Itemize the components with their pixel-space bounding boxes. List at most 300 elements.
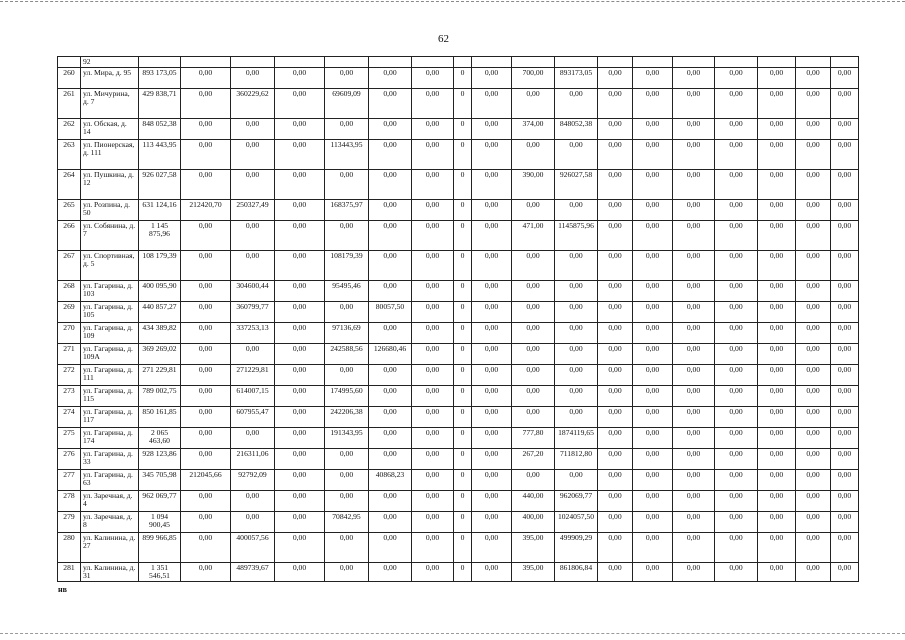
cell-value: 0,00 bbox=[598, 88, 633, 118]
cell-value: 0,00 bbox=[758, 220, 796, 250]
table-row bbox=[58, 511, 859, 532]
cell-value: 0,00 bbox=[598, 220, 633, 250]
cell-value: 0,00 bbox=[412, 427, 454, 448]
cell-value: 0,00 bbox=[412, 511, 454, 532]
cell-value: 0,00 bbox=[598, 385, 633, 406]
cell-value: 1145875,96 bbox=[555, 220, 598, 250]
cell-value: 0,00 bbox=[512, 301, 555, 322]
cell-value: 0,00 bbox=[472, 280, 512, 301]
cell-value: 0,00 bbox=[831, 280, 859, 301]
cell-row-number: 281 bbox=[58, 562, 81, 581]
cell-value: 0,00 bbox=[275, 406, 325, 427]
cell-row-number: 270 bbox=[58, 322, 81, 343]
cell-value: 92792,09 bbox=[231, 469, 275, 490]
cell-value: 0,00 bbox=[831, 250, 859, 280]
cell-value: 0,00 bbox=[796, 118, 831, 139]
cell-value: 0,00 bbox=[715, 250, 758, 280]
cell-value bbox=[715, 57, 758, 68]
cell-value: 0,00 bbox=[796, 511, 831, 532]
cell-value: 0,00 bbox=[831, 469, 859, 490]
cell-address: ул. Заречная, д. 8 bbox=[81, 511, 139, 532]
cell-value: 0,00 bbox=[758, 301, 796, 322]
cell-value: 0,00 bbox=[633, 532, 673, 562]
cell-value: 0,00 bbox=[472, 301, 512, 322]
cell-value: 40868,23 bbox=[369, 469, 412, 490]
cell-total-amount: 962 069,77 bbox=[139, 490, 181, 511]
cell-value: 0,00 bbox=[796, 343, 831, 364]
cell-row-number: 265 bbox=[58, 199, 81, 220]
cell-value: 0,00 bbox=[673, 562, 715, 581]
cell-value: 191343,95 bbox=[325, 427, 369, 448]
cell-value: 0,00 bbox=[673, 364, 715, 385]
cell-value: 0,00 bbox=[369, 532, 412, 562]
cell-value: 267,20 bbox=[512, 448, 555, 469]
cell-value bbox=[555, 57, 598, 68]
cell-value: 0,00 bbox=[412, 469, 454, 490]
cell-value: 0,00 bbox=[673, 406, 715, 427]
cell-value: 0,00 bbox=[598, 532, 633, 562]
cell-value: 0,00 bbox=[831, 364, 859, 385]
cell-value: 848052,38 bbox=[555, 118, 598, 139]
cell-value: 69609,09 bbox=[325, 88, 369, 118]
cell-value: 0,00 bbox=[831, 301, 859, 322]
cell-value: 0,00 bbox=[181, 490, 231, 511]
cell-address: ул. Гагарина, д. 105 bbox=[81, 301, 139, 322]
cell-value: 0,00 bbox=[369, 562, 412, 581]
cell-value: 0,00 bbox=[555, 343, 598, 364]
cell-value bbox=[231, 57, 275, 68]
cell-value: 489739,67 bbox=[231, 562, 275, 581]
cell-value: 0,00 bbox=[275, 220, 325, 250]
cell-value bbox=[758, 57, 796, 68]
cell-value: 0,00 bbox=[633, 511, 673, 532]
cell-address: 92 bbox=[81, 57, 139, 68]
cell-value: 0,00 bbox=[715, 280, 758, 301]
cell-value: 0,00 bbox=[472, 118, 512, 139]
cell-value: 0,00 bbox=[598, 448, 633, 469]
cell-value: 0,00 bbox=[598, 406, 633, 427]
cell-value: 614007,15 bbox=[231, 385, 275, 406]
cell-value: 0,00 bbox=[831, 67, 859, 88]
cell-value: 0,00 bbox=[598, 67, 633, 88]
continuation-row bbox=[58, 57, 859, 68]
cell-value: 0,00 bbox=[715, 562, 758, 581]
cell-value: 0,00 bbox=[369, 427, 412, 448]
cell-value: 0,00 bbox=[181, 88, 231, 118]
cell-value: 0,00 bbox=[831, 139, 859, 169]
cell-value: 0,00 bbox=[275, 448, 325, 469]
cell-value: 0,00 bbox=[715, 490, 758, 511]
cell-value: 0,00 bbox=[412, 406, 454, 427]
cell-value: 0,00 bbox=[758, 139, 796, 169]
cell-value bbox=[598, 57, 633, 68]
cell-value: 1874119,65 bbox=[555, 427, 598, 448]
cell-value: 0,00 bbox=[181, 364, 231, 385]
cell-value: 607955,47 bbox=[231, 406, 275, 427]
cell-total-amount: 1 145 875,96 bbox=[139, 220, 181, 250]
cell-value: 0,00 bbox=[758, 448, 796, 469]
cell-value: 360229,62 bbox=[231, 88, 275, 118]
cell-value: 0,00 bbox=[181, 250, 231, 280]
cell-value: 0 bbox=[454, 385, 472, 406]
cell-value: 216311,06 bbox=[231, 448, 275, 469]
cell-value: 0,00 bbox=[831, 427, 859, 448]
cell-value: 0,00 bbox=[673, 511, 715, 532]
cell-total-amount: 928 123,86 bbox=[139, 448, 181, 469]
cell-address: ул. Гагарина, д. 63 bbox=[81, 469, 139, 490]
cell-value: 0,00 bbox=[758, 511, 796, 532]
cell-total-amount: 848 052,38 bbox=[139, 118, 181, 139]
cell-total-amount: 271 229,81 bbox=[139, 364, 181, 385]
cell-value: 0,00 bbox=[181, 511, 231, 532]
cell-value bbox=[796, 57, 831, 68]
cell-row-number: 272 bbox=[58, 364, 81, 385]
cell-value: 0,00 bbox=[673, 139, 715, 169]
cell-value: 499909,29 bbox=[555, 532, 598, 562]
cell-value: 0,00 bbox=[673, 67, 715, 88]
cell-value: 0,00 bbox=[275, 343, 325, 364]
cell-value: 0,00 bbox=[275, 490, 325, 511]
cell-value: 0,00 bbox=[369, 385, 412, 406]
cell-value: 108179,39 bbox=[325, 250, 369, 280]
cell-value: 0 bbox=[454, 169, 472, 199]
cell-value: 0,00 bbox=[231, 427, 275, 448]
table-row bbox=[58, 364, 859, 385]
cell-value: 0,00 bbox=[472, 532, 512, 562]
cell-value: 360799,77 bbox=[231, 301, 275, 322]
cell-value: 0,00 bbox=[412, 385, 454, 406]
cell-value: 0,00 bbox=[412, 169, 454, 199]
cell-total-amount: 440 857,27 bbox=[139, 301, 181, 322]
table-row bbox=[58, 169, 859, 199]
cell-value: 0,00 bbox=[231, 118, 275, 139]
cell-value: 0,00 bbox=[633, 406, 673, 427]
cell-value: 0 bbox=[454, 220, 472, 250]
cell-value: 95495,46 bbox=[325, 280, 369, 301]
cell-value: 0 bbox=[454, 532, 472, 562]
cell-row-number: 278 bbox=[58, 490, 81, 511]
cell-row-number: 275 bbox=[58, 427, 81, 448]
cell-address: ул. Гагарина, д. 109А bbox=[81, 343, 139, 364]
cell-value: 0,00 bbox=[598, 139, 633, 169]
cell-value: 0,00 bbox=[275, 427, 325, 448]
cell-value: 0 bbox=[454, 301, 472, 322]
cell-value bbox=[512, 57, 555, 68]
cell-value: 0,00 bbox=[369, 511, 412, 532]
cell-value: 0,00 bbox=[275, 169, 325, 199]
cell-value: 0,00 bbox=[796, 280, 831, 301]
cell-value: 0,00 bbox=[512, 250, 555, 280]
cell-value: 0,00 bbox=[758, 469, 796, 490]
cell-row-number: 274 bbox=[58, 406, 81, 427]
table-row bbox=[58, 385, 859, 406]
cell-value: 0,00 bbox=[472, 406, 512, 427]
cell-value: 0,00 bbox=[758, 67, 796, 88]
table-row bbox=[58, 88, 859, 118]
table-row bbox=[58, 322, 859, 343]
cell-value: 0,00 bbox=[831, 385, 859, 406]
cell-row-number: 261 bbox=[58, 88, 81, 118]
cell-value: 0 bbox=[454, 199, 472, 220]
cell-address: ул. Гагарина, д. 115 bbox=[81, 385, 139, 406]
cell-value: 0,00 bbox=[369, 280, 412, 301]
cell-value: 0,00 bbox=[831, 448, 859, 469]
cell-value: 0,00 bbox=[412, 343, 454, 364]
cell-value: 0,00 bbox=[715, 532, 758, 562]
cell-address: ул. Гагарина, д. 174 bbox=[81, 427, 139, 448]
cell-value: 0,00 bbox=[758, 532, 796, 562]
cell-value: 0,00 bbox=[831, 199, 859, 220]
cell-value: 0 bbox=[454, 67, 472, 88]
cell-value bbox=[275, 57, 325, 68]
cell-value: 0,00 bbox=[673, 469, 715, 490]
cell-row-number bbox=[58, 57, 81, 68]
cell-value: 271229,81 bbox=[231, 364, 275, 385]
cell-address: ул. Пионерская, д. 111 bbox=[81, 139, 139, 169]
cell-value: 0,00 bbox=[412, 364, 454, 385]
cell-value: 0,00 bbox=[181, 139, 231, 169]
cell-value: 0,00 bbox=[831, 322, 859, 343]
footer-initials: нв bbox=[58, 585, 67, 594]
cell-row-number: 267 bbox=[58, 250, 81, 280]
cell-value: 0,00 bbox=[369, 490, 412, 511]
cell-value: 0,00 bbox=[512, 406, 555, 427]
cell-value: 0,00 bbox=[598, 301, 633, 322]
cell-value: 0,00 bbox=[633, 250, 673, 280]
cell-value: 0 bbox=[454, 469, 472, 490]
table-row bbox=[58, 469, 859, 490]
cell-address: ул. Пушкина, д. 12 bbox=[81, 169, 139, 199]
cell-value bbox=[633, 57, 673, 68]
cell-value: 0,00 bbox=[758, 169, 796, 199]
cell-value: 0,00 bbox=[369, 220, 412, 250]
cell-value: 0,00 bbox=[633, 301, 673, 322]
cell-value: 0,00 bbox=[758, 250, 796, 280]
data-table bbox=[57, 56, 859, 582]
cell-value: 0,00 bbox=[715, 343, 758, 364]
cell-value bbox=[325, 57, 369, 68]
cell-value: 0,00 bbox=[796, 532, 831, 562]
cell-row-number: 262 bbox=[58, 118, 81, 139]
cell-value: 0,00 bbox=[715, 67, 758, 88]
cell-value: 0,00 bbox=[369, 406, 412, 427]
cell-row-number: 260 bbox=[58, 67, 81, 88]
cell-value: 0,00 bbox=[325, 448, 369, 469]
cell-value: 962069,77 bbox=[555, 490, 598, 511]
cell-total-amount: 926 027,58 bbox=[139, 169, 181, 199]
cell-value: 0,00 bbox=[555, 469, 598, 490]
table-row bbox=[58, 301, 859, 322]
cell-value: 0,00 bbox=[412, 88, 454, 118]
cell-value: 0,00 bbox=[231, 490, 275, 511]
cell-value: 0,00 bbox=[472, 511, 512, 532]
cell-value: 0 bbox=[454, 88, 472, 118]
cell-value: 0,00 bbox=[715, 406, 758, 427]
cell-value: 0 bbox=[454, 139, 472, 169]
top-scan-edge bbox=[0, 1, 905, 2]
cell-address: ул. Гагарина, д. 33 bbox=[81, 448, 139, 469]
cell-value: 0,00 bbox=[472, 250, 512, 280]
cell-value: 0,00 bbox=[472, 220, 512, 250]
cell-value: 0,00 bbox=[412, 532, 454, 562]
cell-value: 0,00 bbox=[412, 322, 454, 343]
cell-value: 0,00 bbox=[758, 88, 796, 118]
cell-value: 893173,05 bbox=[555, 67, 598, 88]
cell-address: ул. Гагарина, д. 109 bbox=[81, 322, 139, 343]
cell-value: 0 bbox=[454, 322, 472, 343]
cell-value: 212420,70 bbox=[181, 199, 231, 220]
cell-value: 0,00 bbox=[369, 67, 412, 88]
cell-value: 168375,97 bbox=[325, 199, 369, 220]
cell-address: ул. Гагарина, д. 117 bbox=[81, 406, 139, 427]
cell-value: 0,00 bbox=[758, 280, 796, 301]
cell-value: 0,00 bbox=[412, 250, 454, 280]
cell-value: 0,00 bbox=[412, 448, 454, 469]
table-row bbox=[58, 562, 859, 581]
cell-value: 0,00 bbox=[715, 301, 758, 322]
cell-value: 0,00 bbox=[275, 364, 325, 385]
cell-row-number: 273 bbox=[58, 385, 81, 406]
cell-value: 174995,60 bbox=[325, 385, 369, 406]
cell-value: 0,00 bbox=[758, 343, 796, 364]
cell-value: 0,00 bbox=[598, 562, 633, 581]
cell-value: 0,00 bbox=[472, 322, 512, 343]
cell-value: 0 bbox=[454, 364, 472, 385]
cell-value: 0 bbox=[454, 343, 472, 364]
cell-value: 0,00 bbox=[633, 67, 673, 88]
cell-value: 0,00 bbox=[555, 364, 598, 385]
cell-value: 0,00 bbox=[673, 301, 715, 322]
cell-value: 0,00 bbox=[555, 385, 598, 406]
cell-value: 0,00 bbox=[472, 490, 512, 511]
cell-address: ул. Калинина, д. 31 bbox=[81, 562, 139, 581]
cell-value: 0,00 bbox=[796, 427, 831, 448]
cell-value: 0,00 bbox=[325, 301, 369, 322]
cell-value: 0,00 bbox=[796, 88, 831, 118]
cell-value: 0,00 bbox=[673, 448, 715, 469]
cell-value: 440,00 bbox=[512, 490, 555, 511]
cell-value: 0,00 bbox=[715, 448, 758, 469]
cell-value: 0,00 bbox=[412, 280, 454, 301]
cell-address: ул. Гагарина, д. 103 bbox=[81, 280, 139, 301]
cell-value: 0,00 bbox=[472, 562, 512, 581]
cell-value: 304600,44 bbox=[231, 280, 275, 301]
cell-value: 0,00 bbox=[181, 118, 231, 139]
cell-value: 777,80 bbox=[512, 427, 555, 448]
cell-value: 0,00 bbox=[325, 220, 369, 250]
cell-value: 0,00 bbox=[512, 385, 555, 406]
table-row bbox=[58, 343, 859, 364]
cell-value: 711812,80 bbox=[555, 448, 598, 469]
cell-value: 0,00 bbox=[231, 67, 275, 88]
cell-total-amount: 1 351 546,51 bbox=[139, 562, 181, 581]
cell-value: 0,00 bbox=[325, 364, 369, 385]
cell-value: 0,00 bbox=[673, 118, 715, 139]
cell-value: 0,00 bbox=[181, 427, 231, 448]
cell-value: 0,00 bbox=[472, 364, 512, 385]
page-number: 62 bbox=[438, 33, 449, 45]
cell-value: 0,00 bbox=[598, 427, 633, 448]
cell-value: 0,00 bbox=[796, 250, 831, 280]
cell-value: 0,00 bbox=[369, 118, 412, 139]
cell-address: ул. Гагарина, д. 111 bbox=[81, 364, 139, 385]
cell-value: 0,00 bbox=[231, 220, 275, 250]
cell-value: 0,00 bbox=[831, 406, 859, 427]
cell-value: 0,00 bbox=[715, 88, 758, 118]
cell-value: 0,00 bbox=[181, 280, 231, 301]
cell-value: 0,00 bbox=[831, 169, 859, 199]
cell-row-number: 268 bbox=[58, 280, 81, 301]
cell-value: 0,00 bbox=[412, 118, 454, 139]
cell-total-amount: 369 269,02 bbox=[139, 343, 181, 364]
cell-value: 0,00 bbox=[673, 199, 715, 220]
cell-value: 0,00 bbox=[275, 88, 325, 118]
cell-value: 0,00 bbox=[181, 169, 231, 199]
cell-value bbox=[369, 57, 412, 68]
cell-row-number: 263 bbox=[58, 139, 81, 169]
cell-value: 0,00 bbox=[231, 139, 275, 169]
cell-value: 0,00 bbox=[275, 469, 325, 490]
cell-value: 0,00 bbox=[231, 343, 275, 364]
table-row bbox=[58, 427, 859, 448]
cell-value: 0,00 bbox=[231, 511, 275, 532]
cell-value: 0,00 bbox=[472, 88, 512, 118]
cell-value: 0,00 bbox=[796, 490, 831, 511]
cell-row-number: 264 bbox=[58, 169, 81, 199]
cell-value: 395,00 bbox=[512, 532, 555, 562]
cell-value: 0,00 bbox=[758, 562, 796, 581]
cell-value: 0,00 bbox=[796, 406, 831, 427]
cell-value: 0,00 bbox=[796, 448, 831, 469]
cell-value: 0,00 bbox=[796, 364, 831, 385]
cell-total-amount bbox=[139, 57, 181, 68]
cell-total-amount: 429 838,71 bbox=[139, 88, 181, 118]
cell-total-amount: 434 389,82 bbox=[139, 322, 181, 343]
table-row bbox=[58, 118, 859, 139]
cell-value: 0 bbox=[454, 427, 472, 448]
cell-value: 0,00 bbox=[472, 469, 512, 490]
cell-value: 0,00 bbox=[325, 490, 369, 511]
cell-value: 0,00 bbox=[758, 118, 796, 139]
table-row bbox=[58, 280, 859, 301]
cell-value: 0,00 bbox=[758, 406, 796, 427]
cell-value: 0,00 bbox=[181, 406, 231, 427]
cell-value: 0,00 bbox=[633, 280, 673, 301]
cell-value: 0,00 bbox=[796, 562, 831, 581]
cell-value: 0,00 bbox=[831, 511, 859, 532]
cell-value: 0,00 bbox=[275, 301, 325, 322]
cell-value: 0,00 bbox=[758, 322, 796, 343]
cell-value: 0,00 bbox=[325, 118, 369, 139]
cell-value: 0,00 bbox=[598, 118, 633, 139]
cell-value: 0,00 bbox=[831, 490, 859, 511]
cell-total-amount: 631 124,16 bbox=[139, 199, 181, 220]
cell-value: 0,00 bbox=[181, 67, 231, 88]
cell-value: 70842,95 bbox=[325, 511, 369, 532]
cell-value: 0,00 bbox=[181, 562, 231, 581]
cell-value: 242206,38 bbox=[325, 406, 369, 427]
cell-value: 0,00 bbox=[555, 280, 598, 301]
cell-value: 0,00 bbox=[673, 427, 715, 448]
cell-value: 0,00 bbox=[512, 322, 555, 343]
cell-value: 0,00 bbox=[831, 532, 859, 562]
cell-value: 0,00 bbox=[472, 385, 512, 406]
cell-value: 0 bbox=[454, 406, 472, 427]
cell-row-number: 280 bbox=[58, 532, 81, 562]
cell-value: 0,00 bbox=[275, 322, 325, 343]
cell-row-number: 271 bbox=[58, 343, 81, 364]
cell-value: 0,00 bbox=[715, 139, 758, 169]
